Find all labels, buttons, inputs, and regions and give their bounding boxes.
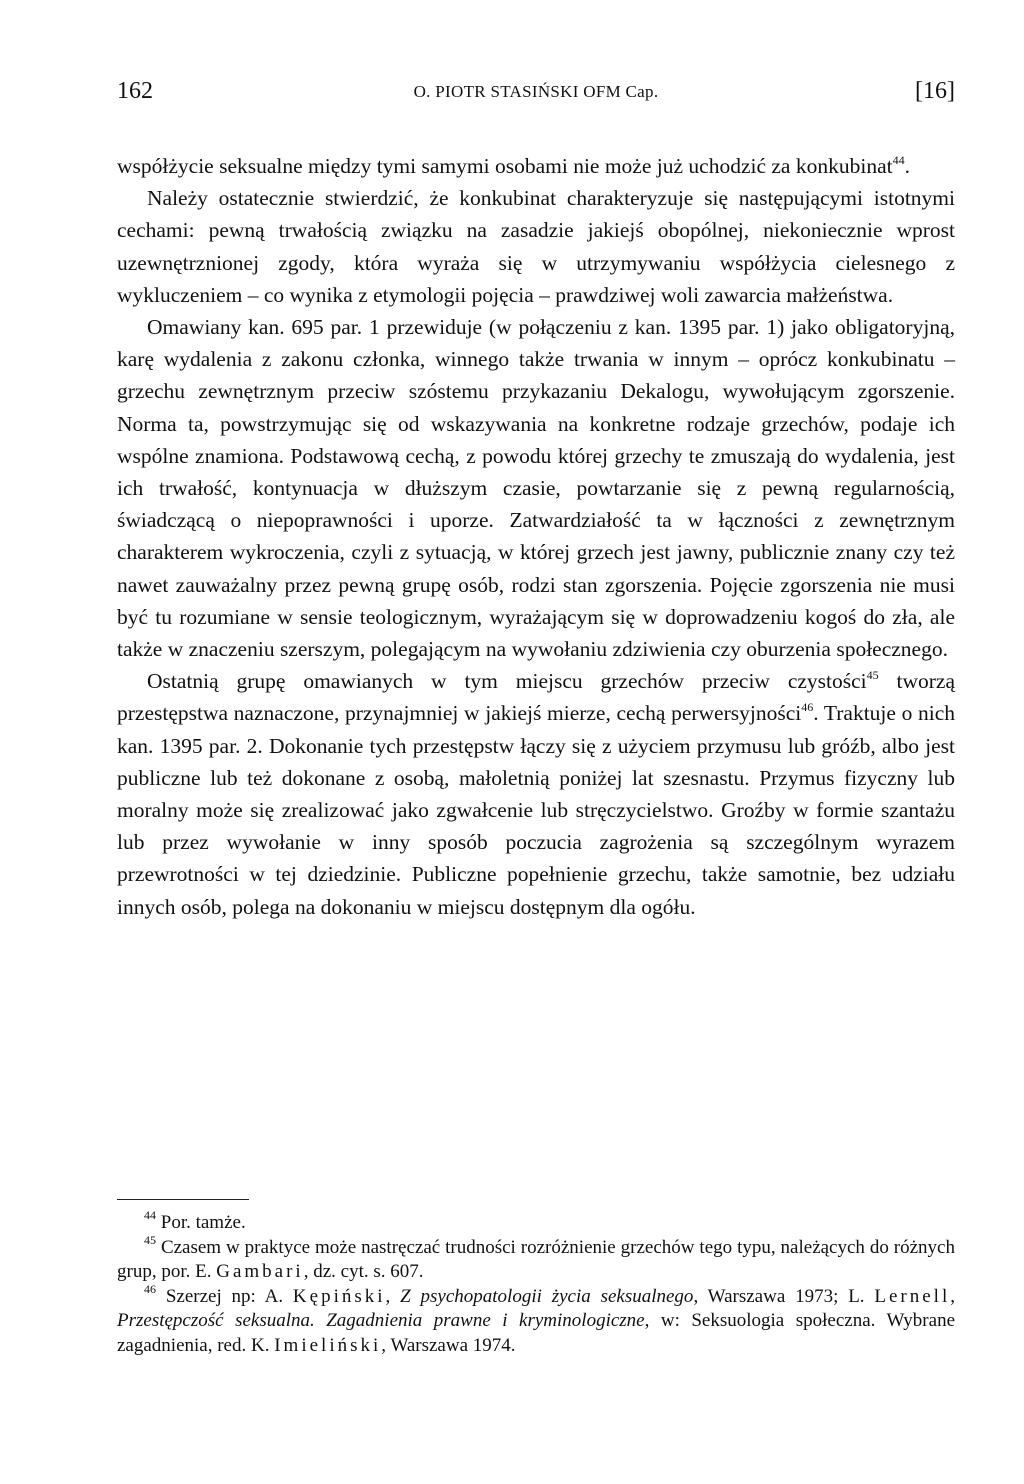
- footnotes: [117, 1208, 956, 1359]
- section-number: [16]: [915, 78, 955, 104]
- running-head: O. PIOTR STASIŃSKI OFM Cap.: [413, 82, 659, 101]
- main-text: [117, 150, 955, 923]
- page-number: 162: [117, 78, 153, 104]
- paragraph: Omawiany kan. 695 par. 1 przewiduje (w połączeniu z kan. 1395 par. 1) jako obligatoryjną, karę wydalenia z zakonu członka, winnego także trwania w innym – oprócz konkubinatu – grzechu zewnętrznym przeciw szóstemu przykazaniu Dekalogu, wywołującym zgorszenie. Norma ta, powstrzymując się od wskazywania na konkretne rodzaje grzechów, podaje ich wspólne znamiona. Podstawową cechą, z powodu której grzechy te zmuszają do wydalenia, jest ich trwałość, kontynuacja w dłuższym czasie, powtarzanie się z pewną regularnością, świadczącą o niepoprawności i uporze. Zatwardziałość ta w łączności z zewnętrznym charakterem wykroczenia, czyli z sytuacją, w której grzech jest jawny, publicznie znany czy też nawet zauważalny przez pewną grupę osób, rodzi stan zgorszenia. Pojęcie zgorszenia nie musi być tu rozumiane w sensie teologicznym, wyrażającym się w doprowadzeniu kogoś do zła, ale także w znaczeniu szerszym, polegającym na wywołaniu zdziwienia czy oburzenia społecznego.: [117, 315, 955, 662]
- page-header: [117, 78, 955, 108]
- footnote-44: $^{44}$ Por. tamże.: [144, 1208, 246, 1233]
- footnote-45: $^{45}$ Czasem w praktyce może nastręczać trudności rozróżnienie grzechów tego typu, należących do różnych grup, por. E. Gambari, dz. cyt. s. 607.: [117, 1232, 955, 1283]
- paragraph: Należy ostatecznie stwierdzić, że konkubinat charakteryzuje się następującymi istotnymi cechami: pewną trwałością związku na zasadzie jakiejś obopólnej, niekoniecznie wprost uzewnętrznionej zgody, która wyraża się w utrzymywaniu współżycia cielesnego z wykluczeniem – co wynika z etymologii pojęcia – prawdziwej woli zawarcia małżeństwa.: [117, 186, 955, 307]
- footnote-ref: 44: [892, 153, 905, 167]
- footnote-ref: 45: [866, 668, 879, 683]
- paragraph: współżycie seksualne między tymi samymi osobami nie może już uchodzić za konkubinat$^{44}$.: [117, 153, 910, 178]
- footnote-ref: 46: [801, 700, 814, 715]
- paragraph: Ostatnią grupę omawianych w tym miejscu grzechów przeciw czystości$^{45}$ tworzą przestępstwa naznaczone, przynajmniej w jakiejś mierze, cechą perwersyjności$^{46}$. Traktuje o nich kan. 1395 par. 2. Dokonanie tych przestępstw łączy się z użyciem przymusu lub gróźb, albo jest publiczne lub też dokonane z osobą, małoletnią poniżej lat szesnastu. Przymus fizyczny lub moralny może się zrealizować jako zgwałcenie lub stręczycielstwo. Groźby w formie szantażu lub przez wywołanie w inny sposób poczucia zagrożenia są szczególnym wyrazem przewrotności w tej dziedzinie. Publiczne popełnienie grzechu, także samotnie, bez udziału innych osób, polega na dokonaniu w miejscu dostępnym dla ogółu.: [117, 668, 956, 919]
- footnote-separator: [117, 1199, 249, 1200]
- footnote-46: $^{46}$ Szerzej np: A. Kępiński, Z psychopatologii życia seksualnego, Warszawa 1973; L. Lernell, Przestępczość seksualna. Zagadnienia prawne i kryminologiczne, w: Seksuologia społeczna. Wybrane zagadnienia, red. K. Imieliński, Warszawa 1974.: [117, 1281, 956, 1356]
